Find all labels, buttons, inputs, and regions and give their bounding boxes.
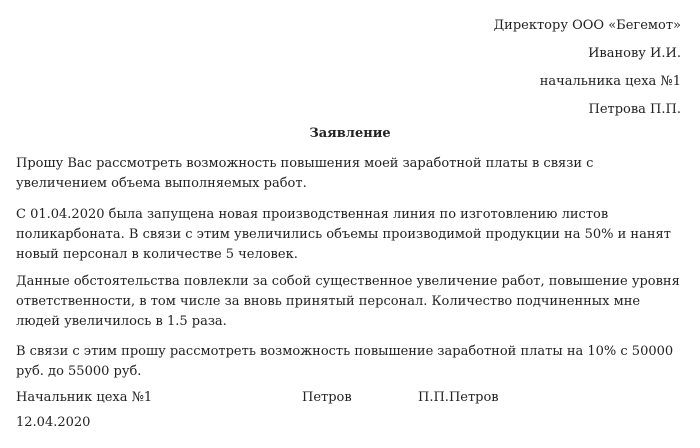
paragraph-salary-increase: В связи с этим прошу рассмотреть возможность повышение заработной платы на 10% с 50000 руб. до 55000 руб. [16,344,674,379]
paragraph-responsibility: Данные обстоятельства повлекли за собой существенное увеличение работ, повышение уровня ответственности, в том числе за вновь принятый персонал. Количество подчиненных мне людей увеличилось в 1.5 раза. [16,274,680,329]
sender-position: начальника цеха №1 [539,74,681,89]
document-date: 12.04.2020 [16,415,91,430]
signature: Петров [302,390,352,405]
signatory-position: Начальник цеха №1 [16,390,153,405]
paragraph-production-line: С 01.04.2020 была запущена новая производственная линия по изготовлению листов поликарбоната. В связи с этим увеличились объемы производимой продукции на 50% и нанят новый персонал в количестве 5 человек. [16,207,671,262]
document-title: Заявление [309,126,391,141]
paragraph-request: Прошу Вас рассмотреть возможность повышения моей заработной платы в связи с увеличением объема выполняемых работ. [16,156,594,191]
recipient-name: Иванову И.И. [588,46,681,61]
addressee-block [494,12,681,124]
sender-name: Петрова П.П. [588,102,681,117]
signatory-name: П.П.Петров [418,390,499,405]
recipient-position: Директору ООО «Бегемот» [493,18,681,33]
